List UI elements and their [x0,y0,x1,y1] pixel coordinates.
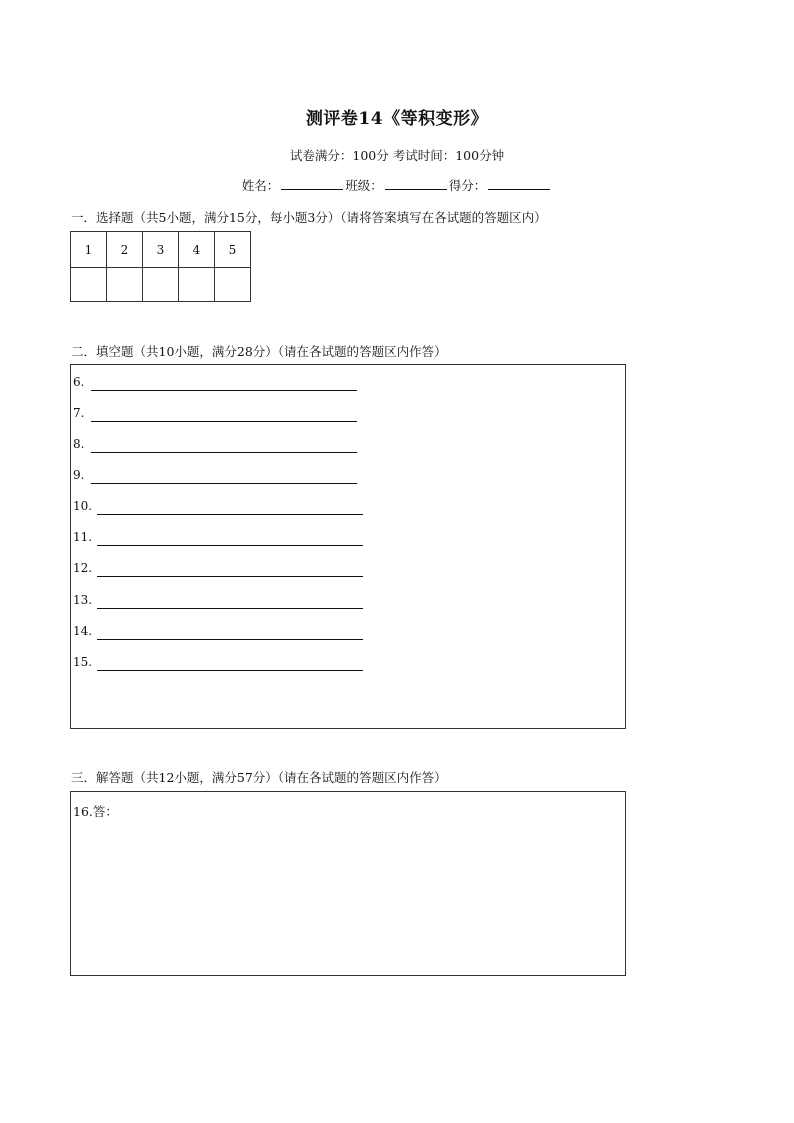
table-header-cell: 2 [107,232,143,268]
fill-line-item [73,593,92,607]
fill-line-item [73,437,84,451]
fill-line-item [73,530,92,544]
item-number: 7. [73,406,85,420]
item-number: 14. [73,624,93,638]
answer-cell[interactable] [107,268,143,302]
exam-subtitle: 试卷满分：100分 考试时间：100分钟 [289,148,505,163]
section3-heading: 三．解答题（共12小题，满分57分）（请在各试题的答题区内作答） [71,770,447,785]
answer-cell[interactable] [143,268,179,302]
fill-line-item [73,406,84,420]
fill-line-item [73,468,84,482]
answer-line[interactable] [91,452,357,453]
item-number: 10. [73,499,93,513]
table-header-cell: 3 [143,232,179,268]
score-label: 得分： [448,178,487,193]
answer-line[interactable] [97,670,363,671]
answer-line[interactable] [97,545,363,546]
fill-answer-box [70,364,626,729]
fill-line-item [73,375,84,389]
fill-line-item [73,655,92,669]
fill-line-item [73,499,92,513]
item-number: 8. [73,437,85,451]
class-blank[interactable] [385,176,447,190]
item-number: 9. [73,468,85,482]
exam-title: 测评卷14《等积变形》 [305,109,489,129]
answer-line[interactable] [97,514,363,515]
answer-cell[interactable] [71,268,107,302]
answer-cell[interactable] [215,268,251,302]
fill-line-item [73,624,92,638]
answer-line[interactable] [97,608,363,609]
table-header-cell: 4 [179,232,215,268]
solution-answer-box[interactable] [70,791,626,976]
fill-line-item [73,561,92,575]
answer-line[interactable] [91,483,357,484]
answer-label: 16.答： [73,804,118,819]
table-header-cell: 1 [71,232,107,268]
score-blank[interactable] [488,176,550,190]
item-number: 15. [73,655,93,669]
item-number: 13. [73,593,93,607]
item-number: 11. [73,530,93,544]
answer-line[interactable] [91,390,357,391]
answer-line[interactable] [91,421,357,422]
table-header-cell: 5 [215,232,251,268]
item-number: 12. [73,561,93,575]
class-label: 班级： [345,178,383,193]
name-label: 姓名： [241,178,280,193]
name-blank[interactable] [281,176,343,190]
section2-heading: 二．填空题（共10小题，满分28分）（请在各试题的答题区内作答） [71,344,447,359]
answer-line[interactable] [97,639,363,640]
section1-heading: 一．选择题（共5小题，满分15分，每小题3分）（请将答案填写在各试题的答题区内） [71,210,547,225]
item-number: 6. [73,375,85,389]
answer-line[interactable] [97,576,363,577]
choice-answer-table [70,231,251,302]
answer-cell[interactable] [179,268,215,302]
student-info-row [0,176,794,194]
